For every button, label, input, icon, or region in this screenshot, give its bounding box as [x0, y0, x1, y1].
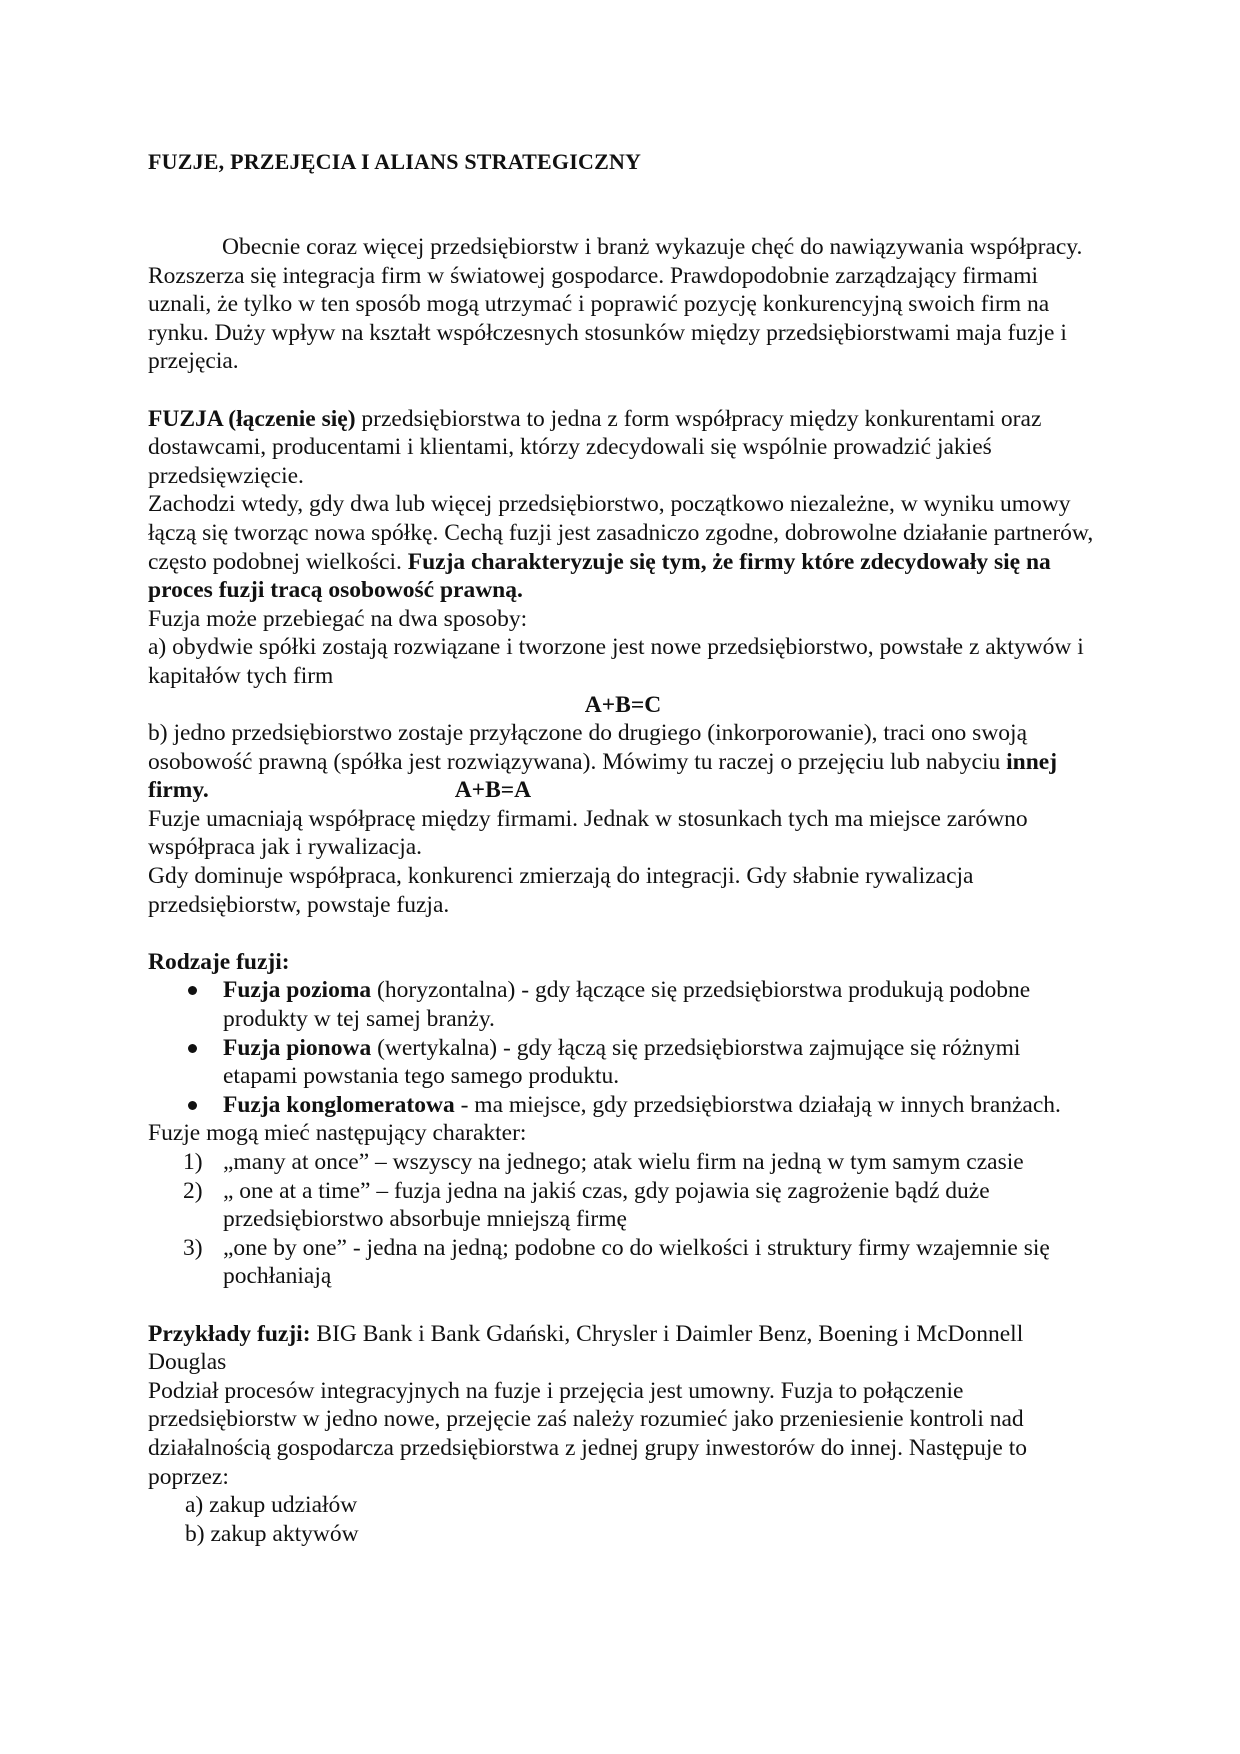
list-item: Fuzja pionowa (wertykalna) - gdy łączą się przedsiębiorstwa zajmujące się różnymi etapami powstania tego samego produktu. — [148, 1034, 1098, 1091]
types-list — [148, 976, 1098, 1119]
list-item: Fuzja pozioma (horyzontalna) - gdy łączące się przedsiębiorstwa produkują podobne produkty w tej samej branży. — [148, 976, 1098, 1033]
intro-paragraph: Obecnie coraz więcej przedsiębiorstw i branż wykazuje chęć do nawiązywania współpracy. Rozszerza się integracja firm w światowej gospodarce. Prawdopodobnie zarządzający firmami uznali, że tylko w ten sposób mogą utrzymać i poprawić pozycję konkurencyjną swoich firm na rynku. Duży wpływ na kształt współczesnych stosunków między przedsiębiorstwami maja fuzje i przejęcia. — [148, 234, 1083, 375]
character-list — [148, 1148, 1098, 1291]
list-item: Fuzja konglomeratowa - ma miejsce, gdy przedsiębiorstwa działają w innych branżach. — [148, 1091, 1098, 1120]
fuzja-way-a: a) obydwie spółki zostają rozwiązane i tworzone jest nowe przedsiębiorstwo, powstałe z aktywów i kapitałów tych firm — [148, 634, 1084, 689]
fuzja-when: Zachodzi wtedy, gdy dwa lub więcej przedsiębiorstwo, początkowo niezależne, w wyniku umowy łączą się tworząc nowa spółkę. Cechą fuzji jest zasadniczo zgodne, dobrowolne działanie partnerów, często podobnej wielkości. Fuzja charakteryzuje się tym, że firmy które zdecydowały się na proces fuzji tracą osobowość prawną. — [148, 491, 1094, 604]
types-heading: Rodzaje fuzji: — [148, 948, 290, 975]
method-item: a) zakup udziałów — [185, 1492, 358, 1519]
equation-b: A+B=A — [454, 777, 532, 804]
fuzja-dominance: Gdy dominuje współpraca, konkurenci zmierzają do integracji. Gdy słabnie rywalizacja przedsiębiorstw, powstaje fuzja. — [148, 863, 974, 918]
fuzja-way-b: b) jedno przedsiębiorstwo zostaje przyłączone do drugiego (inkorporowanie), traci ono swoją osobowość prawną (spółka jest rozwiązywana). Mówimy tu raczej o przejęciu lub nabyciu innej firmy. A+B=A — [148, 720, 1058, 804]
fuzja-term: FUZJA (łączenie się) — [148, 405, 356, 432]
fuzja-ways-intro: Fuzja może przebiegać na dwa sposoby: — [148, 605, 528, 632]
fuzja-definition: FUZJA (łączenie się) przedsiębiorstwa to jedna z form współpracy między konkurentami oraz dostawcami, producentami i klientami, którzy zdecydowali się wspólnie prowadzić jakieś przedsięwzięcie. — [148, 405, 1042, 489]
character-intro: Fuzje mogą mieć następujący charakter: — [148, 1120, 527, 1147]
list-item: 1) „many at once” – wszyscy na jednego; atak wielu firm na jedną w tym samym czasie — [183, 1149, 1024, 1175]
document-title: FUZJE, PRZEJĘCIA I ALIANS STRATEGICZNY — [148, 149, 642, 174]
list-item: 3) „one by one” - jedna na jedną; podobne co do wielkości i struktury firmy wzajemnie się pochłaniają — [183, 1234, 1050, 1290]
fuzja-strengthen: Fuzje umacniają współpracę między firmami. Jednak w stosunkach tych ma miejsce zarówno współpraca jak i rywalizacja. — [148, 805, 1028, 861]
division-paragraph: Podział procesów integracyjnych na fuzje i przejęcia jest umowny. Fuzja to połączenie przedsiębiorstw w jedno nowe, przejęcie zaś należy rozumieć jako przeniesienie kontroli nad działalnością gospodarcza przedsiębiorstwa z jednej grupy inwestorów do innej. Następuje to poprzez: — [148, 1377, 1028, 1490]
bullet-icon — [188, 1044, 197, 1053]
examples-paragraph: Przykłady fuzji: BIG Bank i Bank Gdański, Chrysler i Daimler Benz, Boening i McDonnell Douglas — [148, 1320, 1024, 1376]
bullet-icon — [188, 1101, 197, 1110]
list-item: 2) „ one at a time” – fuzja jedna na jakiś czas, gdy pojawia się zagrożenie bądź duże przedsiębiorstwo absorbuje mniejszą firmę — [183, 1177, 990, 1233]
method-item: b) zakup aktywów — [185, 1520, 359, 1547]
document-body — [148, 233, 1098, 1548]
equation-a: A+B=C — [584, 691, 662, 718]
fuzja-legal-note: Fuzja charakteryzuje się tym, że firmy które zdecydowały się na proces fuzji tracą osobowość prawną. — [148, 548, 1051, 604]
bullet-icon — [188, 986, 197, 995]
